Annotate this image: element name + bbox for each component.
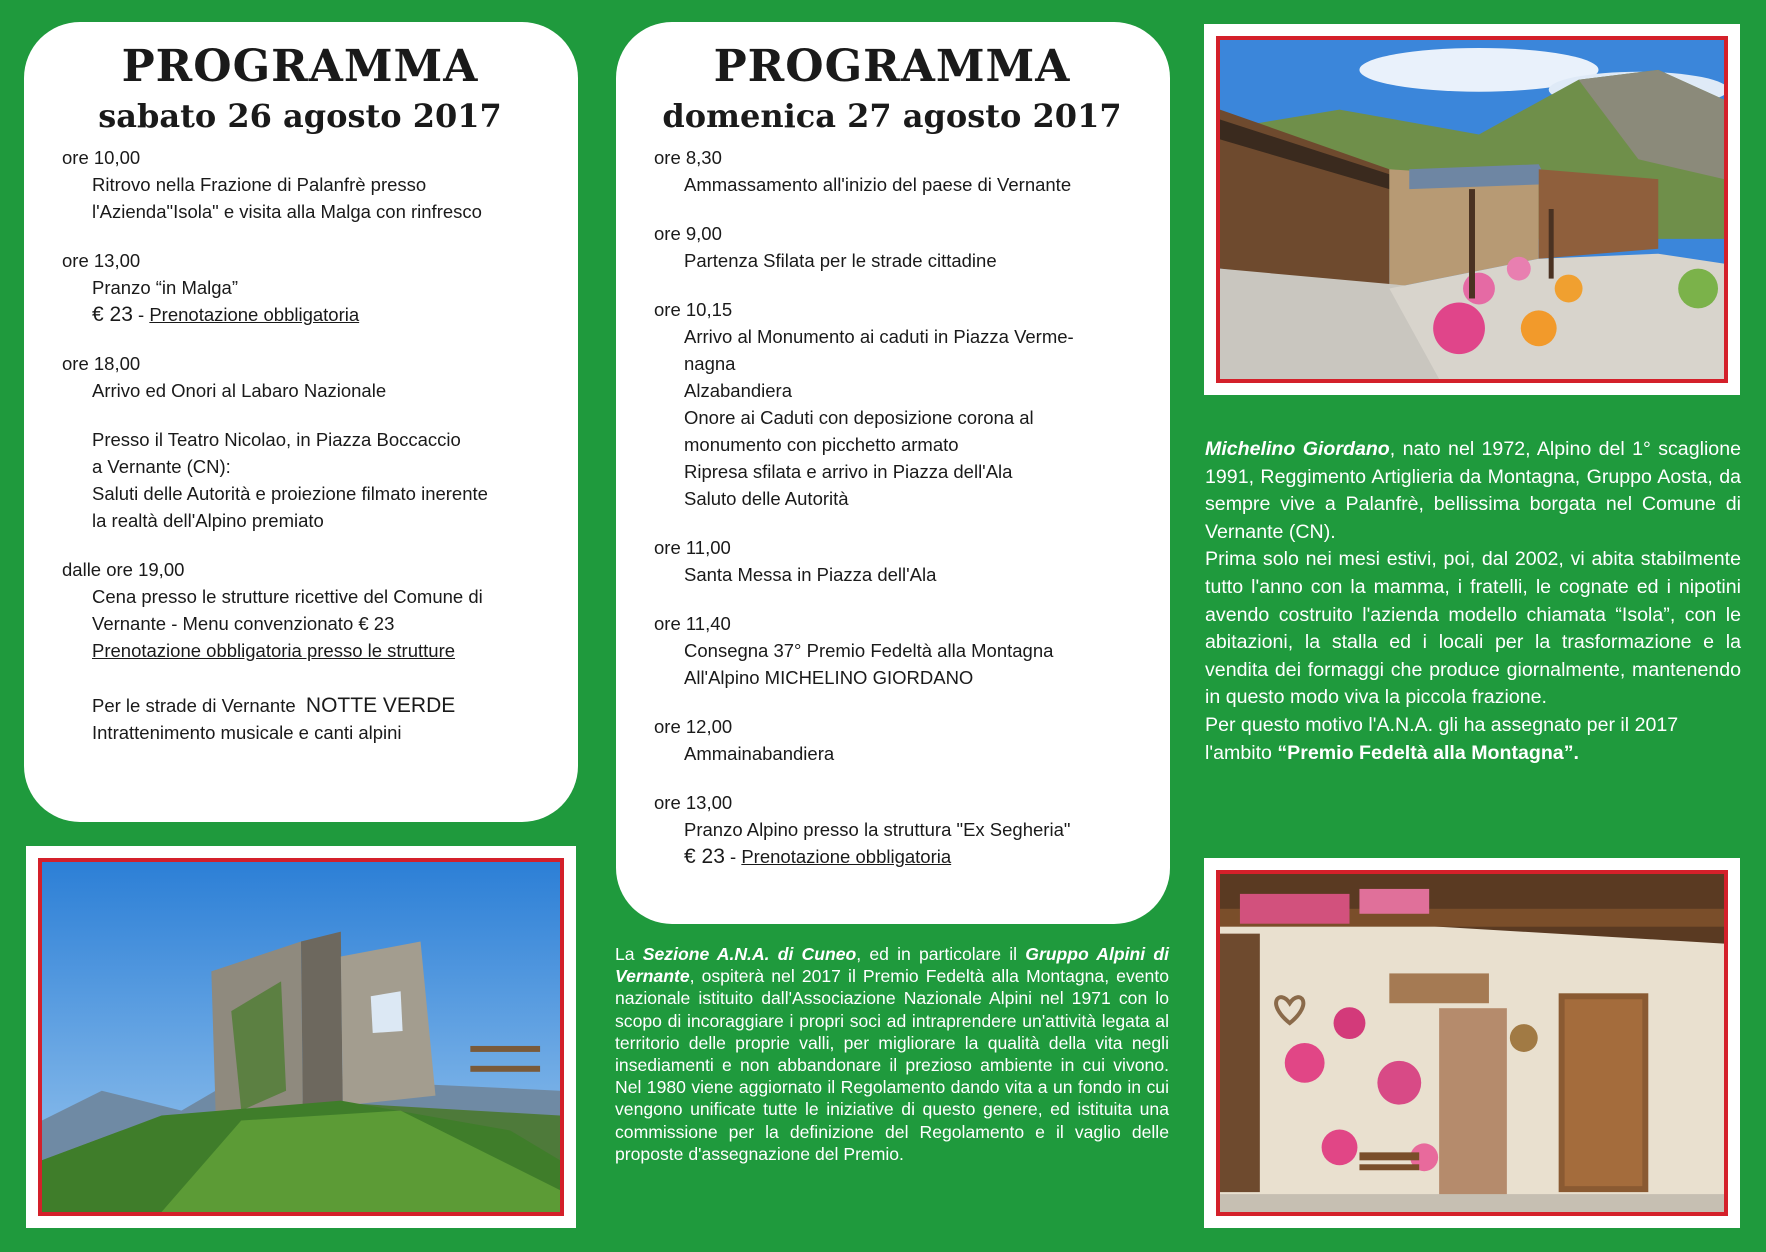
booking-note: Prenotazione obbligatoria presso le strutture (92, 640, 456, 661)
entry-line: Alzabandiera (684, 380, 792, 401)
entry-line: Ritrovo nella Frazione di Palanfrè presso (92, 174, 427, 195)
notte-verde-intro: Per le strade di Vernante (92, 695, 296, 716)
entry-line: All'Alpino MICHELINO GIORDANO (684, 667, 974, 688)
entry-line: Arrivo al Monumento ai caduti in Piazza Verme- (684, 326, 1074, 347)
program-date: domenica 27 agosto 2017 (662, 97, 1122, 135)
schedule-entry (654, 534, 1130, 588)
para-block (1205, 436, 1741, 546)
para-block: Prima solo nei mesi estivi, poi, dal 2002, vi abita stabilmente tutto l'anno con la mamma, i fratelli, le cognate ed i nipotini avendo costruito l'azienda modello chiamata “Isola”, con le abitazioni, la stalla ed i locali per la trasformazione e la vendita dei formaggi che produce giornalmente, mantenendo in questo modo viva la piccola frazione. (1205, 548, 1741, 709)
entry-line: Intrattenimento musicale e canti alpini (92, 722, 402, 743)
schedule-entry (62, 144, 538, 225)
entry-line: Presso il Teatro Nicolao, in Piazza Boccaccio (92, 429, 461, 450)
schedule-entry (654, 713, 1130, 767)
price-value: € 23 (684, 845, 725, 868)
entry-line: Onore ai Caduti con deposizione corona al (684, 407, 1034, 428)
entry-time: ore 18,00 (62, 353, 141, 374)
price-line (654, 843, 1130, 870)
entry-line: Cena presso le strutture ricettive del Comune di (92, 586, 483, 607)
entry-line: Pranzo Alpino presso la struttura "Ex Segheria" (684, 819, 1071, 840)
program-sunday-panel (616, 22, 1170, 924)
entry-time: ore 13,00 (654, 792, 733, 813)
schedule-entry (654, 220, 1130, 274)
program-title: PROGRAMMA (713, 41, 1071, 92)
notte-verde-label: NOTTE VERDE (305, 694, 456, 717)
para-text: La (615, 944, 643, 964)
michelino-paragraph (1205, 436, 1741, 767)
person-name: Michelino Giordano (1205, 438, 1390, 460)
entry-line: monumento con picchetto armato (684, 434, 959, 455)
entry-line: Consegna 37° Premio Fedeltà alla Montagna (684, 640, 1054, 661)
castle-image (42, 862, 560, 1212)
village-photo-frame (1202, 22, 1742, 397)
entry-time: ore 8,30 (654, 147, 722, 168)
program-title: PROGRAMMA (121, 41, 479, 92)
entry-time: ore 9,00 (654, 223, 722, 244)
entry-line: nagna (684, 353, 736, 374)
para-block (1205, 712, 1741, 767)
entry-line: Vernante - Menu convenzionato € 23 (92, 613, 395, 634)
entry-line: l'Azienda"Isola" e visita alla Malga con rinfresco (92, 201, 482, 222)
para-emphasis: Gruppo Alpini di Vernante (615, 944, 1169, 987)
entry-line: la realtà dell'Alpino premiato (92, 510, 324, 531)
entry-line: Arrivo ed Onori al Labaro Nazionale (92, 380, 387, 401)
program-date: sabato 26 agosto 2017 (98, 97, 502, 135)
ana-cuneo-paragraph (615, 943, 1169, 1165)
entry-line (62, 692, 538, 719)
entry-time: ore 10,15 (654, 299, 733, 320)
entry-line: Pranzo “in Malga” (92, 277, 239, 298)
schedule-entry (62, 556, 538, 664)
program-saturday-panel (24, 22, 578, 822)
price-value: € 23 (92, 303, 133, 326)
schedule-entry (62, 692, 538, 746)
entry-line: Santa Messa in Piazza dell'Ala (684, 564, 937, 585)
house-image (1220, 874, 1724, 1212)
para-text: Per questo motivo l'A.N.A. gli ha assegnato per il 2017 l'ambito (1205, 713, 1679, 764)
entry-line: Ripresa sfilata e arrivo in Piazza dell'Ala (684, 461, 1013, 482)
house-photo (1216, 870, 1728, 1216)
schedule-entry (654, 610, 1130, 691)
para-text: . (1573, 741, 1579, 764)
entry-time: ore 11,40 (654, 613, 731, 634)
award-name: “Premio Fedeltà alla Montagna” (1277, 741, 1574, 764)
castle-photo-frame (24, 844, 578, 1230)
price-separator: - (724, 846, 742, 867)
entry-time: ore 12,00 (654, 716, 733, 737)
entry-line: Partenza Sfilata per le strade cittadine (684, 250, 997, 271)
village-photo (1216, 36, 1728, 383)
house-photo-frame (1202, 856, 1742, 1230)
para-text: , nato nel 1972, Alpino del 1° scaglione 1991, Reggimento Artiglieria da Montagna, Gruppo Aosta, da sempre vive a Palanfrè, bellissima borgata nel Comune di Vernante (CN). (1205, 438, 1741, 543)
entry-time: ore 13,00 (62, 250, 141, 271)
booking-note: Prenotazione obbligatoria (741, 846, 952, 867)
price-line (62, 301, 538, 328)
para-text: , ospiterà nel 2017 il Premio Fedeltà alla Montagna, evento nazionale istituito dall'Associazione Nazionale Alpini nel 1971 con lo scopo di incoraggiare i propri soci ad intraprendere un'attività legata al territorio delle proprie valli, per migliorare la qualità della vita negli insediamenti e non abbandonare il prezioso ambiente in cui vivono. Nel 1980 viene aggiornato il Regolamento dando vita a un fondo in cui vengono unificate tutte le iniziative di questo genere, ed istituita una commissione per la definizione del Regolamento e il vaglio delle proposte d'assegnazione del Premio. (615, 966, 1169, 1164)
schedule-entry (62, 247, 538, 328)
schedule-entry (62, 426, 538, 534)
para-emphasis: Sezione A.N.A. di Cuneo (642, 944, 857, 964)
entry-line: Ammainabandiera (684, 743, 835, 764)
entry-time: dalle ore 19,00 (62, 559, 185, 580)
booking-note: Prenotazione obbligatoria (149, 304, 360, 325)
entry-line: Ammassamento all'inizio del paese di Vernante (684, 174, 1072, 195)
entry-line: Saluti delle Autorità e proiezione filmato inerente (92, 483, 488, 504)
schedule-entry (654, 789, 1130, 870)
village-image (1220, 40, 1724, 379)
entry-line: a Vernante (CN): (92, 456, 231, 477)
para-text: , ed in particolare il (856, 944, 1026, 964)
entry-time: ore 10,00 (62, 147, 141, 168)
schedule-entry (654, 296, 1130, 512)
castle-photo (38, 858, 564, 1216)
price-separator: - (132, 304, 150, 325)
schedule-entry (654, 144, 1130, 198)
schedule-entry (62, 350, 538, 404)
entry-line: Saluto delle Autorità (684, 488, 849, 509)
entry-time: ore 11,00 (654, 537, 731, 558)
